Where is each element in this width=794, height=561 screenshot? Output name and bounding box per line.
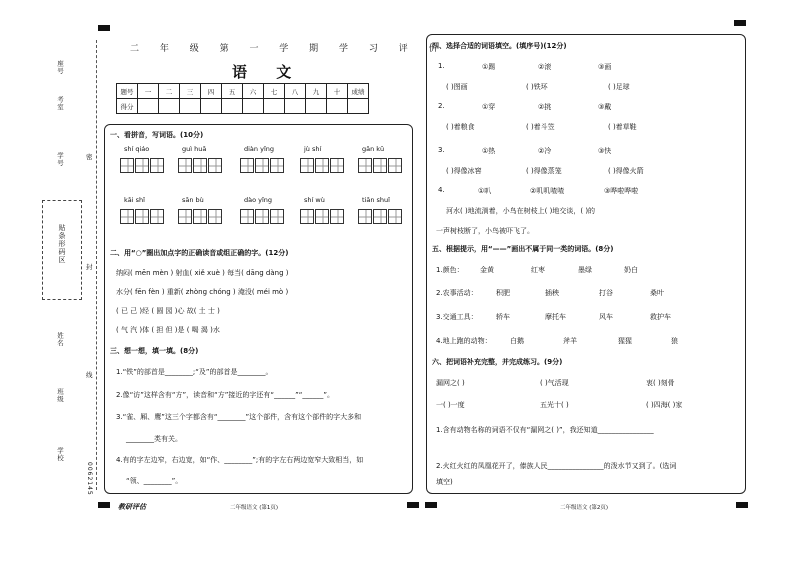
- word-option[interactable]: 金黄: [480, 266, 494, 274]
- idiom-blank[interactable]: ( )四海( )家: [646, 401, 683, 409]
- registration-mark: [734, 20, 746, 26]
- fill-blank[interactable]: ( )着粮食: [446, 123, 475, 131]
- registration-mark: [736, 502, 748, 508]
- writing-box[interactable]: [193, 158, 207, 173]
- writing-box[interactable]: [150, 209, 164, 224]
- option-word: ③哗啦哗啦: [604, 187, 639, 195]
- score-cell[interactable]: [159, 99, 180, 114]
- option-word: ①穿: [482, 103, 496, 111]
- score-cell[interactable]: [201, 99, 222, 114]
- option-word: ②挑: [538, 103, 552, 111]
- section-4-title: 四、选择合适的词语填空。(填序号)(12分): [432, 42, 567, 50]
- barcode-label: 贴条形码区: [58, 224, 66, 264]
- section-3-title: 三、想一想，填一填。(8分): [110, 347, 199, 355]
- fill-blank[interactable]: ( )图画: [446, 83, 468, 91]
- writing-box[interactable]: [358, 158, 372, 173]
- option-word: ③快: [598, 147, 612, 155]
- section-2-title: 二、用“○”圈出加点字的正确读音或组正确的字。(12分): [110, 249, 289, 257]
- option-word: ③戴: [598, 103, 612, 111]
- score-header-label: 题号: [117, 84, 138, 99]
- section-3-line: 2.像“访”这样含有“方”，读音和“方”接近的字还有“______”“______”。: [116, 391, 334, 399]
- pinyin-label: diàn yǐng: [244, 145, 274, 153]
- writing-box[interactable]: [208, 158, 222, 173]
- section-3-line: 1.“铁”的部首是________;“及”的部首是________。: [116, 368, 273, 376]
- pinyin-label: shí wù: [304, 196, 325, 204]
- score-cell[interactable]: [138, 99, 159, 114]
- section-6-question-2-cont: 填空): [436, 478, 453, 486]
- writing-box[interactable]: [373, 209, 387, 224]
- registration-mark: [407, 502, 419, 508]
- score-cell[interactable]: [348, 99, 369, 114]
- fill-blank[interactable]: ( )铁环: [526, 83, 548, 91]
- writing-box[interactable]: [330, 158, 344, 173]
- question-number: 2.: [438, 102, 445, 110]
- fill-blank[interactable]: ( )着斗笠: [526, 123, 555, 131]
- writing-box[interactable]: [358, 209, 372, 224]
- section-3-line: 4.有的字左边窄，右边宽，如“作、________”;有的字左右两边宽窄大致相当，如: [116, 456, 364, 464]
- student-id-label: 学号: [56, 152, 64, 167]
- fill-blank[interactable]: ( )得像蒸笼: [526, 167, 562, 175]
- pinyin-label: shí qiáo: [124, 145, 150, 153]
- writing-box[interactable]: [300, 158, 314, 173]
- pinyin-label: jù shí: [304, 145, 322, 153]
- idiom-blank[interactable]: 衷( )刻骨: [646, 379, 675, 387]
- page-1-label: 二年级语文 (第1页): [230, 505, 279, 511]
- fill-blank[interactable]: ( )得像火箭: [608, 167, 644, 175]
- writing-box[interactable]: [388, 158, 402, 173]
- question-number: 4.: [438, 186, 445, 194]
- serial-number: 0062145: [86, 462, 93, 496]
- writing-box[interactable]: [255, 209, 269, 224]
- option-word: ①踢: [482, 63, 496, 71]
- idiom-blank[interactable]: ( )气活现: [540, 379, 569, 387]
- section-6-question-1: 1.含有动物名称的词语不仅有“漏网之( )”，我还知道________________: [436, 426, 654, 434]
- pinyin-label: dào yǐng: [244, 196, 273, 204]
- word-option[interactable]: 摩托车: [545, 313, 566, 321]
- writing-box[interactable]: [270, 158, 284, 173]
- school-label: 学校: [56, 447, 64, 462]
- writing-box[interactable]: [315, 209, 329, 224]
- score-column-header: 五: [222, 84, 243, 99]
- writing-box[interactable]: [300, 209, 314, 224]
- option-word: ②叽叽喳喳: [530, 187, 565, 195]
- score-cell[interactable]: [264, 99, 285, 114]
- word-option[interactable]: 奶白: [624, 266, 638, 274]
- score-column-header: 七: [264, 84, 285, 99]
- section-5-title: 五、根据提示，用“——”画出不属于同一类的词语。(8分): [432, 245, 614, 253]
- writing-box[interactable]: [330, 209, 344, 224]
- category-label: 2.农事活动：: [436, 289, 478, 297]
- word-option[interactable]: 红枣: [531, 266, 545, 274]
- writing-box[interactable]: [120, 158, 134, 173]
- section-6-question-2: 2.火红火红的凤凰花开了，傣族人民________________的泼水节又到了。(选词: [436, 462, 677, 470]
- pinyin-label: sān bù: [182, 196, 204, 204]
- score-column-header: 八: [285, 84, 306, 99]
- score-cell[interactable]: [327, 99, 348, 114]
- score-column-header: 二: [159, 84, 180, 99]
- idiom-blank[interactable]: 漏网之( ): [436, 379, 465, 387]
- writing-box[interactable]: [193, 209, 207, 224]
- pinyin-label: kāi shǐ: [124, 196, 145, 204]
- word-option[interactable]: 轿车: [496, 313, 510, 321]
- word-option[interactable]: 插秧: [545, 289, 559, 297]
- seat-number-label: 座号: [56, 60, 64, 75]
- word-option[interactable]: 积肥: [496, 289, 510, 297]
- section-2-line: 水分( fēn fèn ) 重新( zhòng chóng ) 淹没( méi mò ): [116, 288, 289, 296]
- category-label: 1.颜色：: [436, 266, 464, 274]
- score-cell[interactable]: [243, 99, 264, 114]
- word-option[interactable]: 救护车: [650, 313, 671, 321]
- section-3-line: “领、________”。: [126, 477, 183, 485]
- score-column-header: 六: [243, 84, 264, 99]
- word-option[interactable]: 墨绿: [578, 266, 592, 274]
- word-option[interactable]: 斧羊: [563, 337, 577, 345]
- option-word: ①叭: [478, 187, 492, 195]
- option-word: ①热: [482, 147, 496, 155]
- pinyin-label: guì huā: [182, 145, 207, 153]
- seal-mark: 封: [86, 263, 93, 271]
- section-6-title: 六、把词语补充完整，并完成练习。(9分): [432, 358, 563, 366]
- writing-box[interactable]: [178, 158, 192, 173]
- page-2-label: 二年级语文 (第2页): [560, 505, 609, 511]
- writing-box[interactable]: [135, 158, 149, 173]
- score-column-header: 一: [138, 84, 159, 99]
- word-option[interactable]: 风车: [599, 313, 613, 321]
- fill-blank[interactable]: ( )得像冰窖: [446, 167, 482, 175]
- section-2-line: ( 气 汽 )体 ( 担 但 )是 ( 喝 渴 )水: [116, 326, 220, 334]
- writing-box[interactable]: [388, 209, 402, 224]
- score-column-header: 成绩: [348, 84, 369, 99]
- writing-box[interactable]: [240, 158, 254, 173]
- score-column-header: 九: [306, 84, 327, 99]
- fill-blank[interactable]: ( )足球: [608, 83, 630, 91]
- seal-line: [96, 40, 97, 490]
- category-label: 3.交通工具：: [436, 313, 478, 321]
- category-label: 4.地上跑的动物：: [436, 337, 492, 345]
- writing-box[interactable]: [270, 209, 284, 224]
- score-table: [116, 83, 369, 114]
- word-option[interactable]: 桑叶: [650, 289, 664, 297]
- seal-mark: 线: [86, 371, 93, 379]
- score-column-header: 三: [180, 84, 201, 99]
- idiom-blank[interactable]: 五光十( ): [540, 401, 569, 409]
- option-word: ②滚: [538, 63, 552, 71]
- seal-mark: 密: [86, 153, 93, 161]
- writing-box[interactable]: [315, 158, 329, 173]
- writing-box[interactable]: [255, 158, 269, 173]
- registration-mark: [98, 25, 110, 31]
- question-number: 1.: [438, 62, 445, 70]
- section-3-line: 3.“雀、厢、鹰”这三个字都含有“________”这个部件，含有这个部件的字大多和: [116, 413, 362, 421]
- question-number: 3.: [438, 146, 445, 154]
- word-option[interactable]: 狼: [671, 337, 678, 345]
- writing-box[interactable]: [178, 209, 192, 224]
- word-option[interactable]: 白鹅: [510, 337, 524, 345]
- score-column-header: 四: [201, 84, 222, 99]
- section-2-line: 纳闷( mēn mèn ) 射血( xiě xuè ) 每当( dāng dàng ): [116, 269, 289, 277]
- score-cell[interactable]: [222, 99, 243, 114]
- fill-blank[interactable]: ( )着草鞋: [608, 123, 637, 131]
- pinyin-label: tiān shuǐ: [362, 196, 390, 204]
- registration-mark: [98, 502, 110, 508]
- writing-box[interactable]: [240, 209, 254, 224]
- fill-sentence[interactable]: 河水( )地流淌着，小鸟在树枝上( )地交谈，( )的: [446, 207, 596, 215]
- section-1-title: 一、看拼音，写词语。(10分): [110, 131, 204, 139]
- word-option[interactable]: 猩猩: [618, 337, 632, 345]
- exam-room-label: 考室: [56, 96, 64, 111]
- option-word: ③画: [598, 63, 612, 71]
- score-cell[interactable]: [285, 99, 306, 114]
- section-2-line: ( 已 己 )经 ( 圆 园 )心 故( 土 士 ): [116, 307, 220, 315]
- score-cell[interactable]: [180, 99, 201, 114]
- class-label: 班级: [56, 388, 64, 403]
- word-option[interactable]: 打谷: [599, 289, 613, 297]
- subject-title: 语 文: [232, 63, 304, 81]
- writing-box[interactable]: [208, 209, 222, 224]
- writing-box[interactable]: [150, 158, 164, 173]
- writing-box[interactable]: [373, 158, 387, 173]
- pinyin-label: gān kū: [362, 145, 385, 153]
- score-cell[interactable]: [306, 99, 327, 114]
- score-row-label: 得分: [117, 99, 138, 114]
- exam-title: 二 年 级 第 一 学 期 学 习 评 价: [130, 44, 447, 54]
- writing-box[interactable]: [135, 209, 149, 224]
- writing-box[interactable]: [120, 209, 134, 224]
- footer-left-logo: 教研评估: [118, 503, 146, 511]
- registration-mark: [425, 502, 437, 508]
- fill-sentence: 一声树枝断了，小鸟被吓飞了。: [436, 227, 534, 235]
- option-word: ②冷: [538, 147, 552, 155]
- section-3-line: ________类有关。: [126, 435, 182, 443]
- idiom-blank[interactable]: 一( )一度: [436, 401, 465, 409]
- score-column-header: 十: [327, 84, 348, 99]
- name-label: 姓名: [56, 332, 64, 347]
